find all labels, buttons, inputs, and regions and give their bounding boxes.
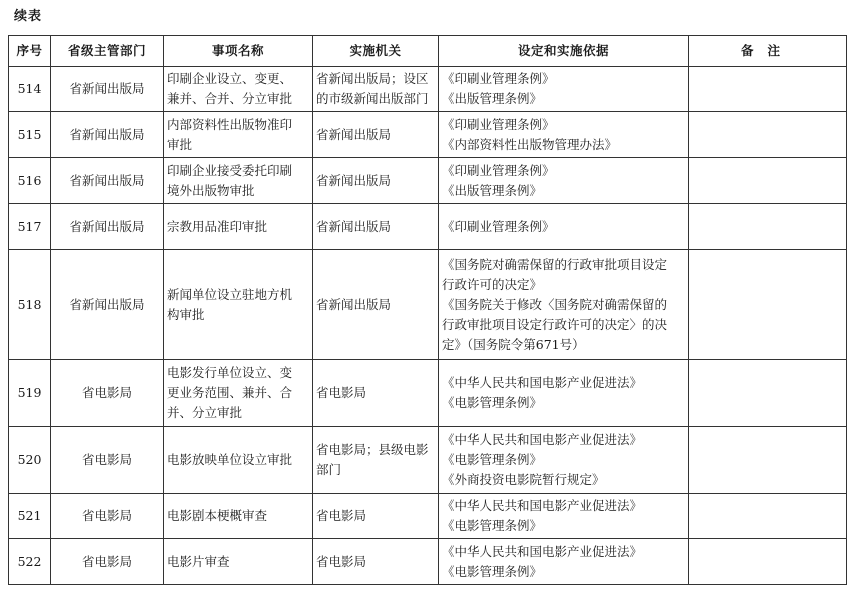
row-legal-basis-line: 《中华人民共和国电影产业促进法》: [442, 498, 643, 513]
row-legal-basis-line: 《电影管理条例》: [442, 395, 543, 410]
row-item-name-line: 印刷企业接受委托印刷: [167, 162, 293, 178]
row-item-name-line: 更业务范围、兼并、合: [167, 385, 293, 400]
row-legal-basis: [439, 204, 689, 250]
row-legal-basis-line: 《中华人民共和国电影产业促进法》: [442, 543, 643, 559]
row-implementing-agency-line: 省电影局: [316, 385, 367, 400]
row-remark: [689, 67, 847, 112]
row-item-name: [164, 427, 313, 494]
row-item-name-line: 电影发行单位设立、变: [167, 365, 293, 380]
row-legal-basis: [439, 494, 689, 539]
table-row: [9, 494, 847, 539]
row-item-name-line: 构审批: [167, 306, 205, 322]
row-department: 省新闻出版局: [51, 67, 164, 112]
table-row: [9, 112, 847, 158]
approval-items-table: [8, 35, 847, 585]
row-legal-basis-line: 《外商投资电影院暂行规定》: [442, 472, 605, 487]
row-remark: [689, 158, 847, 204]
row-item-name: [164, 112, 313, 158]
row-item-name-line: 宗教用品准印审批: [167, 218, 268, 234]
row-implementing-agency-line: 省新闻出版局: [316, 126, 392, 142]
row-number: 519: [9, 360, 51, 427]
row-implementing-agency-line: 省新闻出版局: [316, 296, 392, 312]
header-num: 序号: [9, 36, 51, 67]
row-implementing-agency: [313, 427, 439, 494]
row-item-name-line: 电影剧本梗概审查: [167, 508, 268, 523]
row-number: 522: [9, 539, 51, 585]
row-item-name: [164, 494, 313, 539]
table-row: [9, 67, 847, 112]
row-number: 520: [9, 427, 51, 494]
row-implementing-agency-line: 省新闻出版局: [316, 218, 392, 234]
row-legal-basis-line: 《电影管理条例》: [442, 563, 543, 579]
row-legal-basis: [439, 250, 689, 360]
row-implementing-agency-line: 部门: [316, 462, 342, 477]
row-implementing-agency: [313, 112, 439, 158]
row-remark: [689, 539, 847, 585]
table-row: [9, 539, 847, 585]
table-header-row: [9, 36, 847, 67]
row-implementing-agency: [313, 250, 439, 360]
table-row: [9, 158, 847, 204]
row-item-name-line: 兼并、合并、分立审批: [167, 91, 293, 106]
header-basis: 设定和实施依据: [439, 36, 689, 67]
row-implementing-agency: [313, 494, 439, 539]
table-body: [9, 67, 847, 585]
row-implementing-agency-line: 省新闻出版局: [316, 172, 392, 188]
row-implementing-agency-line: 省新闻出版局；设区: [316, 71, 429, 86]
row-number: 514: [9, 67, 51, 112]
row-item-name-line: 印刷企业设立、变更、: [167, 71, 293, 86]
row-item-name-line: 新闻单位设立驻地方机: [167, 286, 293, 302]
row-legal-basis: [439, 67, 689, 112]
row-department: 省新闻出版局: [51, 158, 164, 204]
row-legal-basis: [439, 112, 689, 158]
row-legal-basis-line: 定》（国务院令第671号）: [442, 336, 585, 352]
row-item-name-line: 并、分立审批: [167, 405, 243, 420]
row-remark: [689, 494, 847, 539]
row-number: 516: [9, 158, 51, 204]
row-department: 省新闻出版局: [51, 204, 164, 250]
row-legal-basis-line: 《印刷业管理条例》: [442, 162, 555, 178]
row-number: 515: [9, 112, 51, 158]
row-implementing-agency: [313, 360, 439, 427]
table-row: [9, 204, 847, 250]
header-name: 事项名称: [164, 36, 313, 67]
row-number: 518: [9, 250, 51, 360]
row-legal-basis-line: 《内部资料性出版物管理办法》: [442, 136, 618, 152]
row-department: 省电影局: [51, 539, 164, 585]
row-remark: [689, 427, 847, 494]
row-legal-basis-line: 行政审批项目设定行政许可的决定〉的决: [442, 316, 668, 332]
row-legal-basis: [439, 539, 689, 585]
row-item-name: [164, 250, 313, 360]
row-remark: [689, 360, 847, 427]
row-legal-basis-line: 行政许可的决定》: [442, 276, 543, 292]
table-row: [9, 360, 847, 427]
row-department: 省新闻出版局: [51, 250, 164, 360]
row-legal-basis: [439, 158, 689, 204]
row-item-name-line: 电影放映单位设立审批: [167, 452, 293, 467]
header-dept: 省级主管部门: [51, 36, 164, 67]
row-item-name: [164, 539, 313, 585]
row-implementing-agency: [313, 539, 439, 585]
row-legal-basis-line: 《印刷业管理条例》: [442, 71, 555, 86]
row-legal-basis: [439, 427, 689, 494]
row-item-name-line: 内部资料性出版物准印: [167, 116, 293, 132]
table-row: [9, 427, 847, 494]
row-implementing-agency-line: 的市级新闻出版部门: [316, 91, 429, 106]
row-item-name-line: 电影片审查: [167, 553, 230, 569]
row-implementing-agency-line: 省电影局；县级电影: [316, 442, 429, 457]
row-legal-basis-line: 《国务院对确需保留的行政审批项目设定: [442, 256, 668, 272]
row-department: 省新闻出版局: [51, 112, 164, 158]
row-legal-basis-line: 《中华人民共和国电影产业促进法》: [442, 375, 643, 390]
row-legal-basis-line: 《中华人民共和国电影产业促进法》: [442, 432, 643, 447]
row-department: 省电影局: [51, 360, 164, 427]
row-item-name: [164, 204, 313, 250]
row-implementing-agency: [313, 158, 439, 204]
row-number: 521: [9, 494, 51, 539]
row-legal-basis-line: 《出版管理条例》: [442, 91, 543, 106]
row-implementing-agency-line: 省电影局: [316, 553, 367, 569]
row-item-name: [164, 67, 313, 112]
row-legal-basis: [439, 360, 689, 427]
row-legal-basis-line: 《国务院关于修改〈国务院对确需保留的: [442, 296, 668, 312]
row-legal-basis-line: 《电影管理条例》: [442, 452, 543, 467]
row-department: 省电影局: [51, 427, 164, 494]
row-legal-basis-line: 《出版管理条例》: [442, 182, 543, 198]
table-caption: 续表: [14, 9, 43, 24]
row-item-name: [164, 158, 313, 204]
row-remark: [689, 250, 847, 360]
row-remark: [689, 112, 847, 158]
row-number: 517: [9, 204, 51, 250]
row-implementing-agency: [313, 204, 439, 250]
table-row: [9, 250, 847, 360]
row-department: 省电影局: [51, 494, 164, 539]
row-implementing-agency-line: 省电影局: [316, 508, 367, 523]
row-remark: [689, 204, 847, 250]
row-legal-basis-line: 《印刷业管理条例》: [442, 218, 555, 234]
row-legal-basis-line: 《印刷业管理条例》: [442, 116, 555, 132]
row-item-name-line: 境外出版物审批: [167, 182, 255, 198]
row-implementing-agency: [313, 67, 439, 112]
header-remark: 备注: [689, 36, 847, 67]
row-legal-basis-line: 《电影管理条例》: [442, 518, 543, 533]
header-org: 实施机关: [313, 36, 439, 67]
row-item-name: [164, 360, 313, 427]
row-item-name-line: 审批: [167, 136, 193, 152]
